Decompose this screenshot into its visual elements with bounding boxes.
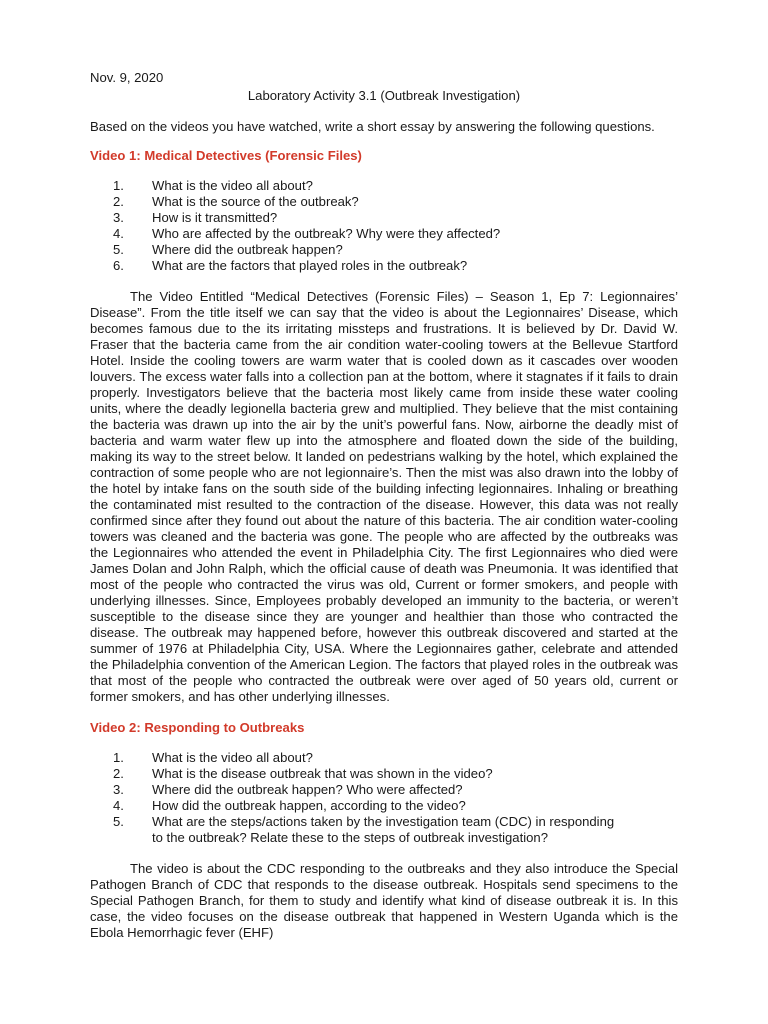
question-number: 3. bbox=[113, 210, 124, 225]
question-number: 3. bbox=[113, 782, 124, 797]
question-item bbox=[90, 782, 678, 798]
question-item bbox=[90, 210, 678, 226]
question-number: 6. bbox=[113, 258, 124, 273]
video-2-heading: Video 2: Responding to Outbreaks bbox=[90, 720, 305, 735]
question-text: How is it transmitted? bbox=[152, 210, 278, 225]
question-item bbox=[90, 178, 678, 194]
question-text: Where did the outbreak happen? Who were affected? bbox=[152, 782, 463, 797]
question-text: What are the factors that played roles in the outbreak? bbox=[152, 258, 468, 273]
instructions-paragraph: Based on the videos you have watched, write a short essay by answering the following questions. bbox=[90, 119, 655, 134]
video-1-question-list bbox=[90, 178, 678, 274]
question-number: 2. bbox=[113, 766, 124, 781]
video-2-essay: The video is about the CDC responding to the outbreaks and they also introduce the Special Pathogen Branch of CDC that responds to the disease outbreak. Hospitals send specimens to the Special Pathogen Branch, for them to study and identify what kind of disease outbreak it is. In this case, the video focuses on the disease outbreak that happened in Western Uganda which is the Ebola Hemorrhagic fever (EHF) bbox=[90, 861, 678, 940]
question-item bbox=[90, 226, 678, 242]
question-item bbox=[90, 258, 678, 274]
video-1-essay: The Video Entitled “Medical Detectives (Forensic Files) – Season 1, Ep 7: Legionnaires’ Disease”. From the title itself we can say that the video is about the Legionnaires’ Disease, which becomes famous due to the its irritating missteps and frustrations. It is believed by Dr. David W. Fraser that the bacteria came from the air condition water-cooling towers at the Bellevue Startford Hotel. Inside the cooling towers are warm water that is cooled down as it cascades over wooden louvers. The excess water falls into a collection pan at the bottom, where it stagnates if it fails to drain properly. Investigators believe that the bacteria most likely came from inside these water cooling units, where the deadly legionella bacteria grew and multiplied. They believe that the mist containing the bacteria was drawn up into the air by the unit’s powerful fans. Now, airborne the deadly mist of bacteria and warm water flew up into the atmosphere and floated down the side of the building, making its way to the street below. It landed on pedestrians walking by the hotel, which explained the contraction of some people who are not legionnaire’s. Then the mist was also drawn into the lobby of the hotel by intake fans on the south side of the building infecting legionnaires. Inhaling or breathing the contaminated mist resulted to the contraction of the disease. However, this data was not really confirmed since after they found out about the nature of this bacteria. The air condition water-cooling towers was cleaned and the bacteria was gone. The people who are affected by the outbreaks was the Legionnaires who attended the event in Philadelphia City. The first Legionnaires who died were James Dolan and John Ralph, which the official cause of death was Pneumonia. It was identified that most of the people who contracted the virus was old, Current or former smokers, and people with underlying illnesses. Since, Employees probably developed an immunity to the bacteria, or weren’t susceptible to the disease since they are younger and healthier than those who contracted the disease. The outbreak may happened before, however this outbreak discovered and started at the summer of 1976 at Philadelphia City, USA. Where the Legionnaires gather, celebrate and attended the Philadelphia convention of the American Legion. The factors that played roles in the outbreak was that most of the people who contracted the outbreak were over aged of 50 years old, current or former smokers, and has other underlying illnesses. bbox=[90, 289, 678, 704]
question-number: 5. bbox=[113, 242, 124, 257]
question-text: What is the source of the outbreak? bbox=[152, 194, 359, 209]
question-number: 1. bbox=[113, 178, 124, 193]
question-item bbox=[90, 194, 678, 210]
question-text: Who are affected by the outbreak? Why were they affected? bbox=[152, 226, 501, 241]
question-item bbox=[90, 814, 678, 846]
question-item bbox=[90, 766, 678, 782]
question-item bbox=[90, 242, 678, 258]
question-number: 5. bbox=[113, 814, 124, 829]
video-1-heading: Video 1: Medical Detectives (Forensic Files) bbox=[90, 148, 362, 163]
document-content bbox=[90, 70, 678, 956]
question-item bbox=[90, 750, 678, 766]
question-text: What is the video all about? bbox=[152, 750, 313, 765]
question-text: What are the steps/actions taken by the investigation team (CDC) in responding to the outbreak? Relate these to the steps of outbreak investigation? bbox=[152, 814, 615, 845]
document-date: Nov. 9, 2020 bbox=[90, 70, 164, 85]
question-text: What is the disease outbreak that was shown in the video? bbox=[152, 766, 493, 781]
question-text: What is the video all about? bbox=[152, 178, 313, 193]
video-2-question-list bbox=[90, 750, 678, 846]
question-item bbox=[90, 798, 678, 814]
question-number: 1. bbox=[113, 750, 124, 765]
question-text: Where did the outbreak happen? bbox=[152, 242, 343, 257]
question-number: 2. bbox=[113, 194, 124, 209]
question-number: 4. bbox=[113, 798, 124, 813]
question-number: 4. bbox=[113, 226, 124, 241]
lab-activity-title: Laboratory Activity 3.1 (Outbreak Investigation) bbox=[247, 88, 521, 103]
question-text: How did the outbreak happen, according to the video? bbox=[152, 798, 466, 813]
